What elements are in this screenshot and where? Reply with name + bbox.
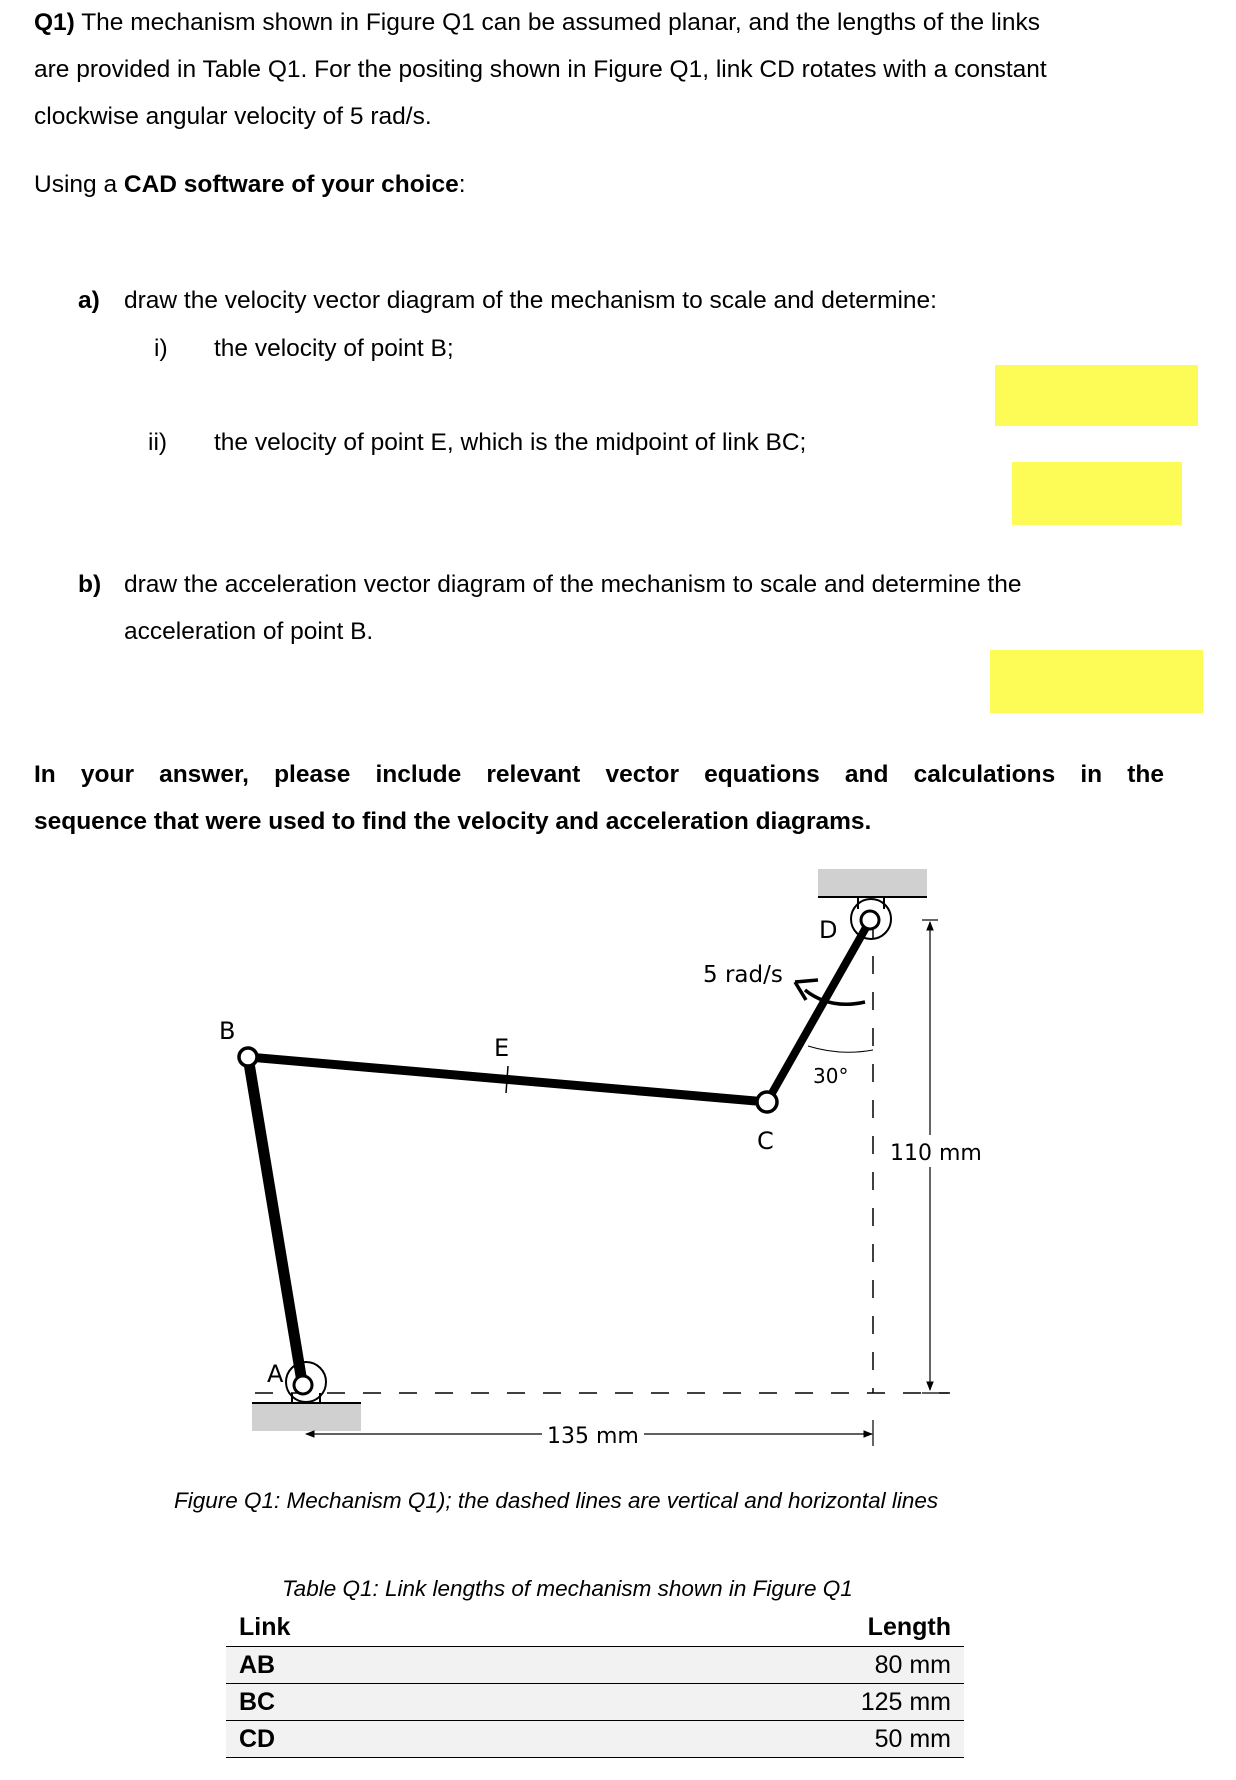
- note-word: vector: [605, 761, 679, 788]
- note-word: in: [1080, 761, 1103, 788]
- question-line-3: clockwise angular velocity of 5 rad/s.: [34, 103, 432, 130]
- part-a-text: draw the velocity vector diagram of the mechanism to scale and determine:: [124, 287, 937, 314]
- label-b: B: [219, 1017, 236, 1045]
- using-suffix: :: [458, 171, 466, 198]
- cell-link: CD: [226, 1721, 521, 1758]
- figure-caption: Figure Q1: Mechanism Q1); the dashed lines are vertical and horizontal lines: [174, 1488, 939, 1513]
- label-e: E: [494, 1034, 510, 1062]
- using-prefix: Using a: [34, 171, 124, 198]
- part-b-text-1: draw the acceleration vector diagram of the mechanism to scale and determine the: [124, 571, 1022, 598]
- part-b-text-2: acceleration of point B.: [124, 618, 374, 645]
- omega-arrow: [805, 990, 865, 1004]
- table-row: [226, 1647, 964, 1684]
- table-header-row: [226, 1608, 964, 1647]
- e-tick: [506, 1066, 508, 1093]
- header-length: Length: [867, 1612, 951, 1641]
- cell-link: AB: [226, 1647, 521, 1684]
- cell-link: BC: [226, 1684, 521, 1721]
- angle-arc: [808, 1046, 873, 1052]
- table-row: [226, 1684, 964, 1721]
- part-b-label: b): [78, 571, 102, 598]
- note-word: answer,: [159, 761, 249, 788]
- note-word: and: [844, 761, 889, 788]
- label-a: A: [267, 1360, 284, 1388]
- label-d: D: [819, 916, 838, 944]
- part-a-item-1-text: the velocity of point B;: [214, 335, 454, 362]
- note-word: your: [80, 761, 134, 788]
- note-word: relevant: [486, 761, 581, 788]
- question-intro-1: The mechanism shown in Figure Q1 can be assumed planar, and the lengths of the links: [81, 9, 1040, 36]
- ground-d: [818, 869, 927, 897]
- ground-a: [252, 1403, 361, 1431]
- part-a-label: a): [78, 287, 100, 314]
- label-c: C: [757, 1127, 774, 1155]
- joint-b: [239, 1048, 257, 1066]
- label-angle: 30°: [813, 1064, 849, 1088]
- pivot-a: [294, 1376, 312, 1394]
- label-dim-horizontal: 135 mm: [547, 1424, 639, 1449]
- header-link: Link: [239, 1612, 291, 1641]
- note-word: include: [375, 761, 462, 788]
- note-word: equations: [704, 761, 820, 788]
- question-line-2: are provided in Table Q1. For the positing shown in Figure Q1, link CD rotates with a constant: [34, 56, 1047, 83]
- cell-length: 125 mm: [521, 1684, 964, 1721]
- note-word: calculations: [913, 761, 1056, 788]
- label-omega: 5 rad/s: [703, 962, 783, 988]
- label-dim-vertical: 110 mm: [890, 1141, 982, 1166]
- part-a-item-2-label: ii): [148, 429, 168, 456]
- note-line-2: sequence that were used to find the velocity and acceleration diagrams.: [34, 808, 872, 835]
- note-word: In: [34, 761, 56, 788]
- question-number: Q1): [34, 9, 75, 36]
- table-row: [226, 1721, 964, 1758]
- part-a-item-2-text: the velocity of point E, which is the midpoint of link BC;: [214, 429, 807, 456]
- link-lengths-table: [226, 1608, 964, 1758]
- link-ab: [248, 1057, 303, 1388]
- joint-c: [757, 1092, 777, 1112]
- part-a-item-1-label: i): [154, 335, 168, 362]
- table-caption: Table Q1: Link lengths of mechanism shown in Figure Q1: [282, 1576, 853, 1601]
- note-word: the: [1127, 761, 1164, 788]
- pivot-d: [861, 911, 879, 929]
- note-word: please: [274, 761, 351, 788]
- cell-length: 50 mm: [521, 1721, 964, 1758]
- cell-length: 80 mm: [521, 1647, 964, 1684]
- using-bold: CAD software of your choice: [123, 171, 459, 198]
